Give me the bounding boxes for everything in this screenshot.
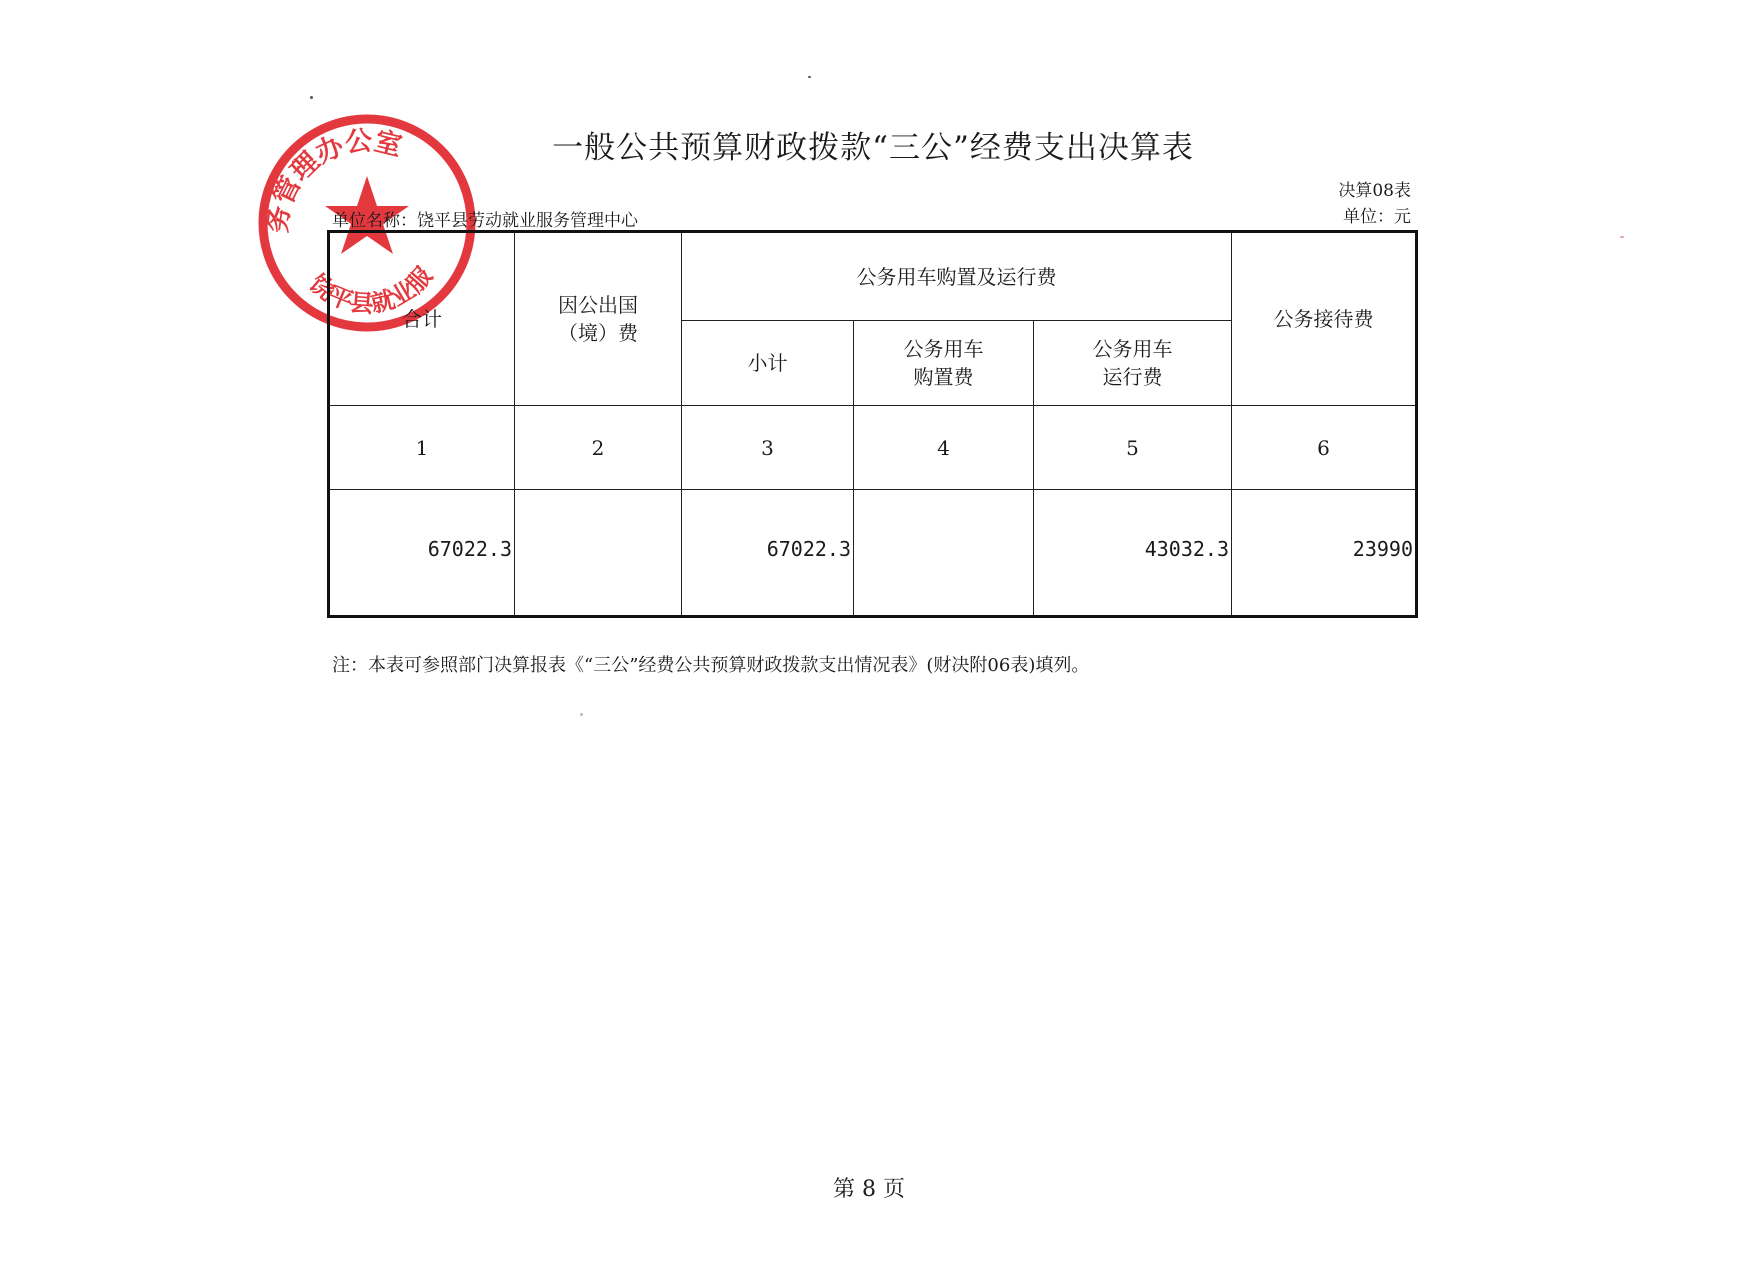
header-vehicle-group	[682, 232, 1232, 321]
header-total	[329, 232, 515, 406]
value-subtotal: 67022.3	[682, 490, 854, 617]
value-overseas	[515, 490, 682, 617]
value-vehicle-operation: 43032.3	[1034, 490, 1232, 617]
header-overseas	[515, 232, 682, 406]
header-vehicle-group-label: 公务用车购置及运行费	[856, 264, 1057, 289]
svg-text:饶平县就业服: 饶平县就业服	[304, 261, 438, 319]
column-number: 3	[682, 406, 854, 490]
header-vehicle-purchase-label: 公务用车 购置费	[903, 337, 984, 389]
scan-speck	[310, 96, 313, 99]
form-number: 决算08表	[1338, 181, 1411, 201]
value-reception: 23990	[1232, 490, 1417, 617]
table-header-row	[329, 232, 1417, 321]
column-number: 4	[854, 406, 1034, 490]
column-number: 1	[329, 406, 515, 490]
svg-text:务管理办公室: 务管理办公室	[262, 125, 405, 235]
header-overseas-label: 因公出国 （境）费	[558, 293, 638, 345]
header-vehicle-purchase	[854, 321, 1034, 406]
value-vehicle-purchase	[854, 490, 1034, 617]
expenditure-table	[327, 230, 1418, 618]
currency-unit-label: 单位：元	[1343, 207, 1411, 227]
column-number: 6	[1232, 406, 1417, 490]
scan-speck	[1620, 236, 1624, 238]
page-title: 一般公共预算财政拨款“三公”经费支出决算表	[552, 130, 1194, 166]
page-number: 第 8 页	[833, 1177, 905, 1202]
unit-name: 单位名称：饶平县劳动就业服务管理中心	[332, 211, 638, 231]
header-vehicle-operation-label: 公务用车 运行费	[1092, 337, 1173, 389]
scan-speck	[808, 76, 811, 78]
header-reception-label: 公务接待费	[1273, 307, 1374, 331]
table-note: 注：本表可参照部门决算报表《“三公”经费公共预算财政拨款支出情况表》(财决附06表)填列。	[332, 655, 1090, 676]
header-total-label: 合计	[402, 307, 442, 331]
table-row	[329, 490, 1417, 617]
column-number-row	[329, 406, 1417, 490]
header-reception	[1232, 232, 1417, 406]
header-subtotal	[682, 321, 854, 406]
value-total: 67022.3	[329, 490, 515, 617]
header-subtotal-label: 小计	[747, 351, 788, 375]
column-number: 5	[1034, 406, 1232, 490]
scan-speck	[580, 713, 583, 716]
header-vehicle-operation	[1034, 321, 1232, 406]
column-number: 2	[515, 406, 682, 490]
